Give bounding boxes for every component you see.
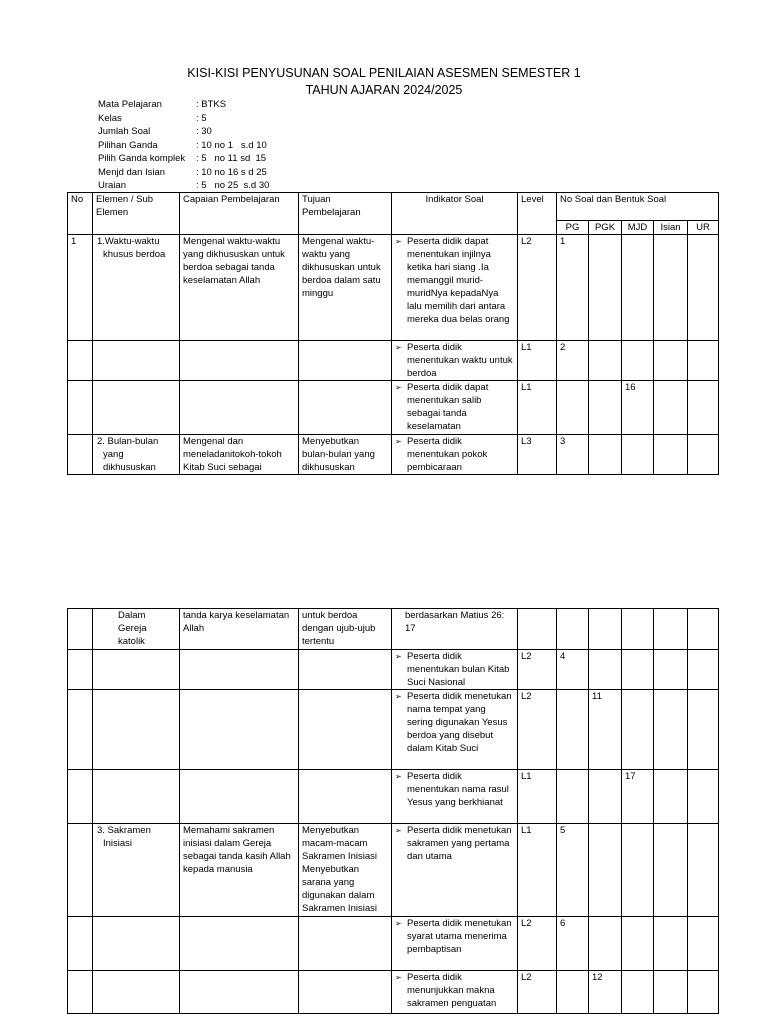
cell-no [68, 650, 93, 690]
header-isian: Isian [654, 221, 688, 235]
meta-value: : 5 no 25 s.d 30 [196, 180, 270, 191]
cell-indikator: berdasarkan Matius 26: 17 [392, 609, 518, 650]
cell-elemen: 1.Waktu-waktu khusus berdoa [93, 235, 180, 341]
cell-capaian: Mengenal dan meneladanitokoh-tokoh Kitab Suci sebagai [180, 435, 299, 475]
cell-ur [688, 824, 719, 917]
cell-elemen [93, 381, 180, 435]
cell-capaian [180, 341, 299, 381]
cell-isian [654, 824, 688, 917]
cell-pgk [589, 650, 622, 690]
indicator [395, 235, 514, 326]
arrow-bullet-icon: ➢ [395, 237, 402, 246]
indicator-text: Peserta didik menunjukkan makna sakramen penguatan [407, 972, 497, 1009]
indicator [395, 690, 514, 755]
indicator-text: Peserta didik dapat menentukan injilnya ketika hari siang .Ia memanggil murid-muridNya kepadaNya lalu memilih dari antara mereka dua belas orang [407, 236, 510, 325]
cell-elemen [93, 341, 180, 381]
cell-ur [688, 381, 719, 435]
cell-elemen [93, 770, 180, 824]
cell-no [68, 341, 93, 381]
indicator-text: Peserta didik menentukan waktu untuk berdoa [407, 342, 513, 379]
cell-mjd [622, 650, 654, 690]
indicator [395, 770, 514, 809]
cell-level: L2 [518, 235, 557, 341]
cell-ur [688, 917, 719, 971]
cell-capaian [180, 690, 299, 770]
cell-mjd [622, 235, 654, 341]
meta-label: Mata Pelajaran [98, 99, 162, 110]
cell-ur [688, 235, 719, 341]
cell-pg: 6 [557, 917, 589, 971]
meta-label: Jumlah Soal [98, 126, 151, 137]
cell-capaian [180, 971, 299, 1014]
meta-row [98, 139, 269, 153]
cell-level: L1 [518, 824, 557, 917]
cell-pgk [589, 381, 622, 435]
indicator [395, 650, 514, 689]
cell-ur [688, 650, 719, 690]
cell-isian [654, 609, 688, 650]
cell-mjd: 16 [622, 381, 654, 435]
meta-value: : 10 no 16 s d 25 [196, 166, 267, 178]
cell-elemen [93, 650, 180, 690]
cell-mjd [622, 690, 654, 770]
cell-capaian: tanda karya keselamatan Allah [180, 609, 299, 650]
meta-value: : BTKS [196, 99, 227, 110]
cell-isian [654, 971, 688, 1014]
meta-label: Kelas [98, 112, 122, 124]
cell-ur [688, 435, 719, 475]
header-mjd: MJD [622, 221, 654, 235]
cell-level: L1 [518, 381, 557, 435]
cell-tujuan [299, 381, 392, 435]
table-row [68, 971, 719, 1014]
cell-tujuan [299, 690, 392, 770]
cell-pg: 3 [557, 435, 589, 475]
cell-pg [557, 971, 589, 1014]
cell-isian [654, 235, 688, 341]
cell-capaian: Mengenal waktu-waktu yang dikhususkan untuk berdoa sebagai tanda keselamatan Allah [180, 235, 299, 341]
arrow-bullet-icon: ➢ [395, 692, 402, 701]
header-indikator: Indikator Soal [392, 193, 518, 235]
indicator [395, 435, 514, 474]
cell-pgk [589, 341, 622, 381]
subject-info [98, 98, 269, 193]
indicator [395, 341, 514, 380]
cell-level: L1 [518, 341, 557, 381]
cell-isian [654, 381, 688, 435]
cell-indikator [392, 690, 518, 770]
cell-no [68, 971, 93, 1014]
document-subtitle: TAHUN AJARAN 2024/2025 [305, 83, 463, 97]
cell-no [68, 435, 93, 475]
cell-capaian [180, 381, 299, 435]
cell-no [68, 381, 93, 435]
cell-isian [654, 435, 688, 475]
cell-indikator [392, 381, 518, 435]
cell-pg [557, 690, 589, 770]
indicator-text: Peserta didik menetukan nama tempat yang sering digunakan Yesus berdoa yang disebut dalam Kitab Suci [407, 691, 512, 754]
table-row [68, 609, 719, 650]
arrow-bullet-icon: ➢ [395, 919, 402, 928]
cell-level: L1 [518, 770, 557, 824]
cell-level [518, 609, 557, 650]
cell-elemen [93, 690, 180, 770]
cell-indikator [392, 235, 518, 341]
meta-label: Pilihan Ganda [98, 139, 158, 151]
cell-ur [688, 341, 719, 381]
cell-pgk [589, 235, 622, 341]
cell-no [68, 770, 93, 824]
meta-value: : 10 no 1 s.d 10 [196, 139, 267, 151]
cell-isian [654, 690, 688, 770]
meta-row [98, 98, 269, 112]
header-tujuan: Tujuan Pembelajaran [299, 193, 392, 235]
cell-level: L3 [518, 435, 557, 475]
header-ur: UR [688, 221, 719, 235]
cell-level: L2 [518, 917, 557, 971]
cell-indikator [392, 917, 518, 971]
cell-no [68, 690, 93, 770]
cell-capaian: Memahami sakramen inisiasi dalam Gereja sebagai tanda kasih Allah kepada manusia [180, 824, 299, 917]
cell-elemen: Dalam Gereja katolik [93, 609, 180, 650]
cell-capaian [180, 770, 299, 824]
cell-pgk: 12 [589, 971, 622, 1014]
document-title: KISI-KISI PENYUSUNAN SOAL PENILAIAN ASESMEN SEMESTER 1 [187, 66, 581, 80]
table-row [68, 435, 719, 475]
arrow-bullet-icon: ➢ [395, 383, 402, 392]
cell-elemen [93, 971, 180, 1014]
cell-pgk [589, 609, 622, 650]
meta-value: : 30 [196, 126, 212, 137]
cell-isian [654, 341, 688, 381]
table-row [68, 917, 719, 971]
cell-level: L2 [518, 971, 557, 1014]
cell-pgk [589, 435, 622, 475]
cell-no: 1 [68, 235, 93, 341]
cell-mjd [622, 824, 654, 917]
cell-ur [688, 770, 719, 824]
cell-tujuan [299, 770, 392, 824]
meta-value: : 5 [196, 112, 207, 124]
cell-tujuan [299, 971, 392, 1014]
meta-value: : 5 no 11 sd 15 [196, 153, 267, 164]
arrow-bullet-icon: ➢ [395, 772, 402, 781]
table-row [68, 381, 719, 435]
cell-mjd [622, 341, 654, 381]
cell-elemen: 2. Bulan-bulan yang dikhususkan [93, 435, 180, 475]
header-no: No [68, 193, 93, 235]
cell-pg [557, 770, 589, 824]
indicator [395, 381, 514, 433]
cell-pg: 2 [557, 341, 589, 381]
header-level: Level [518, 193, 557, 235]
indicator [395, 824, 514, 863]
table-row [68, 824, 719, 917]
cell-pg [557, 609, 589, 650]
indicator-text: Peserta didik menentukan bulan Kitab Suci Nasional [407, 651, 510, 688]
meta-label: Uraian [98, 180, 126, 191]
cell-pg [557, 381, 589, 435]
cell-ur [688, 609, 719, 650]
meta-label: Menjd dan Isian [98, 166, 166, 178]
cell-mjd [622, 609, 654, 650]
cell-pg: 4 [557, 650, 589, 690]
indicator [395, 917, 514, 956]
table-row [68, 770, 719, 824]
indicator-text: Peserta didik dapat menentukan salib sebagai tanda keselamatan [407, 382, 489, 432]
cell-indikator [392, 341, 518, 381]
cell-capaian [180, 650, 299, 690]
cell-indikator [392, 971, 518, 1014]
meta-row [98, 125, 269, 139]
cell-tujuan [299, 341, 392, 381]
cell-tujuan: Mengenal waktu-waktu yang dikhususkan untuk berdoa dalam satu minggu [299, 235, 392, 341]
table-row [68, 690, 719, 770]
cell-indikator [392, 435, 518, 475]
header-pg: PG [557, 221, 589, 235]
arrow-bullet-icon: ➢ [395, 437, 402, 446]
meta-row [98, 112, 269, 126]
table-row [68, 235, 719, 341]
grid-table-page1 [67, 192, 719, 475]
cell-ur [688, 971, 719, 1014]
meta-label: Pilih Ganda komplek [98, 153, 186, 164]
cell-isian [654, 650, 688, 690]
cell-pgk: 11 [589, 690, 622, 770]
cell-mjd [622, 917, 654, 971]
cell-level: L2 [518, 650, 557, 690]
cell-tujuan: untuk berdoa dengan ujub-ujub tertentu [299, 609, 392, 650]
header-capaian: Capaian Pembelajaran [180, 193, 299, 235]
cell-pg: 1 [557, 235, 589, 341]
cell-no [68, 824, 93, 917]
cell-indikator [392, 650, 518, 690]
cell-mjd: 17 [622, 770, 654, 824]
indicator [395, 971, 514, 1010]
cell-pgk [589, 917, 622, 971]
meta-row [98, 166, 269, 180]
cell-level: L2 [518, 690, 557, 770]
header-pgk: PGK [589, 221, 622, 235]
arrow-bullet-icon: ➢ [395, 826, 402, 835]
grid-table-page2 [67, 608, 719, 1014]
cell-tujuan: Menyebutkan macam-macam Sakramen Inisiasi Menyebutkan sarana yang digunakan dalam Sakramen Inisiasi [299, 824, 392, 917]
cell-pg: 5 [557, 824, 589, 917]
cell-mjd [622, 971, 654, 1014]
header-row [68, 193, 719, 221]
cell-capaian [180, 917, 299, 971]
cell-no [68, 609, 93, 650]
arrow-bullet-icon: ➢ [395, 973, 402, 982]
cell-no [68, 917, 93, 971]
cell-isian [654, 917, 688, 971]
indicator-text: Peserta didik menentukan pokok pembicaraan [407, 436, 488, 473]
table-row [68, 341, 719, 381]
arrow-bullet-icon: ➢ [395, 652, 402, 661]
meta-row [98, 152, 269, 166]
cell-pgk [589, 770, 622, 824]
cell-tujuan [299, 650, 392, 690]
cell-ur [688, 690, 719, 770]
header-bentuk-soal: No Soal dan Bentuk Soal [557, 193, 719, 221]
indicator-text: Peserta didik menetukan syarat utama menerima pembaptisan [407, 918, 512, 955]
table-row [68, 650, 719, 690]
cell-elemen: 3. Sakramen Inisiasi [93, 824, 180, 917]
cell-indikator [392, 770, 518, 824]
cell-elemen [93, 917, 180, 971]
indicator-text: Peserta didik menentukan nama rasul Yesus yang berkhianat [407, 771, 509, 808]
cell-tujuan: Menyebutkan bulan-bulan yang dikhususkan [299, 435, 392, 475]
cell-tujuan [299, 917, 392, 971]
indicator-text: Peserta didik menetukan sakramen yang pertama dan utama [407, 825, 512, 862]
cell-indikator [392, 824, 518, 917]
cell-pgk [589, 824, 622, 917]
arrow-bullet-icon: ➢ [395, 343, 402, 352]
cell-mjd [622, 435, 654, 475]
cell-isian [654, 770, 688, 824]
meta-row [98, 179, 269, 193]
header-elemen: Elemen / Sub Elemen [93, 193, 180, 235]
